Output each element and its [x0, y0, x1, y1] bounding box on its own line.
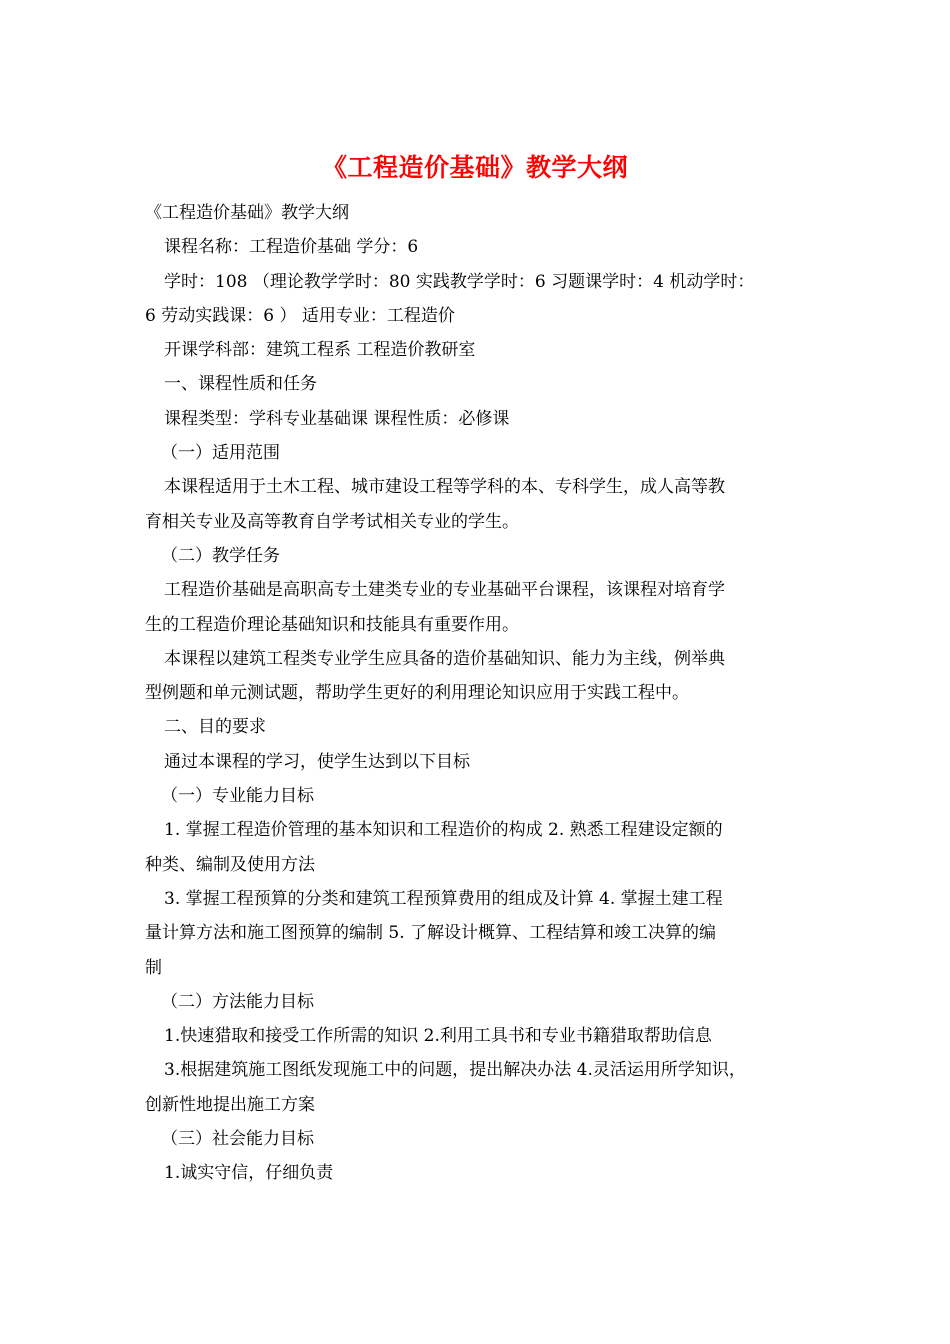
list-method-line-1: 1.快速猎取和接受工作所需的知识 2.利用工具书和专业书籍猎取帮助信息 [164, 1026, 712, 1047]
paragraph-tasks-line-1: 工程造价基础是高职高专土建类专业的专业基础平台课程，该课程对培育学 [164, 580, 725, 601]
list-professional-line-3: 3. 掌握工程预算的分类和建筑工程预算费用的组成及计算 4. 掌握土建工程 [164, 888, 723, 909]
list-professional-line-5: 制 [145, 957, 162, 978]
list-method-line-2: 3.根据建筑施工图纸发现施工中的问题，提出解决办法 4.灵活运用所学知识， [164, 1060, 746, 1081]
list-professional-line-1: 1. 掌握工程造价管理的基本知识和工程造价的构成 2. 熟悉工程建设定额的 [164, 820, 723, 841]
body-line-goals-intro: 通过本课程的学习，使学生达到以下目标 [164, 751, 470, 772]
body-line-hours: 学时：108 （理论教学学时：80 实践教学学时：6 习题课学时：4 机动学时： [164, 271, 755, 292]
document-body [145, 196, 817, 1191]
subsection-heading-scope: （一）适用范围 [161, 443, 280, 464]
body-line-hours-cont: 6 劳动实践课：6 ） 适用专业：工程造价 [145, 305, 455, 326]
list-social-line-1: 1.诚实守信，仔细负责 [164, 1163, 334, 1184]
list-method-line-3: 创新性地提出施工方案 [145, 1094, 315, 1115]
paragraph-scope-line-1: 本课程适用于土木工程、城市建设工程等学科的本、专科学生，成人高等教 [164, 477, 725, 498]
section-heading-1: 一、课程性质和任务 [164, 374, 317, 395]
paragraph-tasks-line-3: 本课程以建筑工程类专业学生应具备的造价基础知识、能力为主线，例举典 [164, 648, 725, 669]
section-heading-2: 二、目的要求 [164, 717, 266, 738]
subsection-heading-tasks: （二）教学任务 [161, 545, 280, 566]
subsection-heading-social: （三）社会能力目标 [161, 1129, 314, 1150]
body-line-course-name: 课程名称：工程造价基础 学分：6 [164, 237, 419, 258]
list-professional-line-2: 种类、编制及使用方法 [145, 854, 315, 875]
subsection-heading-method: （二）方法能力目标 [161, 991, 314, 1012]
body-line-department: 开课学科部：建筑工程系 工程造价教研室 [164, 340, 476, 361]
subsection-heading-professional: （一）专业能力目标 [161, 786, 314, 807]
paragraph-scope-line-2: 育相关专业及高等教育自学考试相关专业的学生。 [145, 511, 519, 532]
paragraph-tasks-line-4: 型例题和单元测试题，帮助学生更好的利用理论知识应用于实践工程中。 [145, 683, 689, 704]
list-professional-line-4: 量计算方法和施工图预算的编制 5. 了解设计概算、工程结算和竣工决算的编 [145, 923, 717, 944]
body-line-heading: 《工程造价基础》教学大纲 [145, 203, 349, 223]
body-line-course-type: 课程类型：学科专业基础课 课程性质：必修课 [164, 408, 510, 429]
paragraph-tasks-line-2: 生的工程造价理论基础知识和技能具有重要作用。 [145, 614, 519, 635]
document-title: 《工程造价基础》教学大纲 [321, 153, 628, 182]
